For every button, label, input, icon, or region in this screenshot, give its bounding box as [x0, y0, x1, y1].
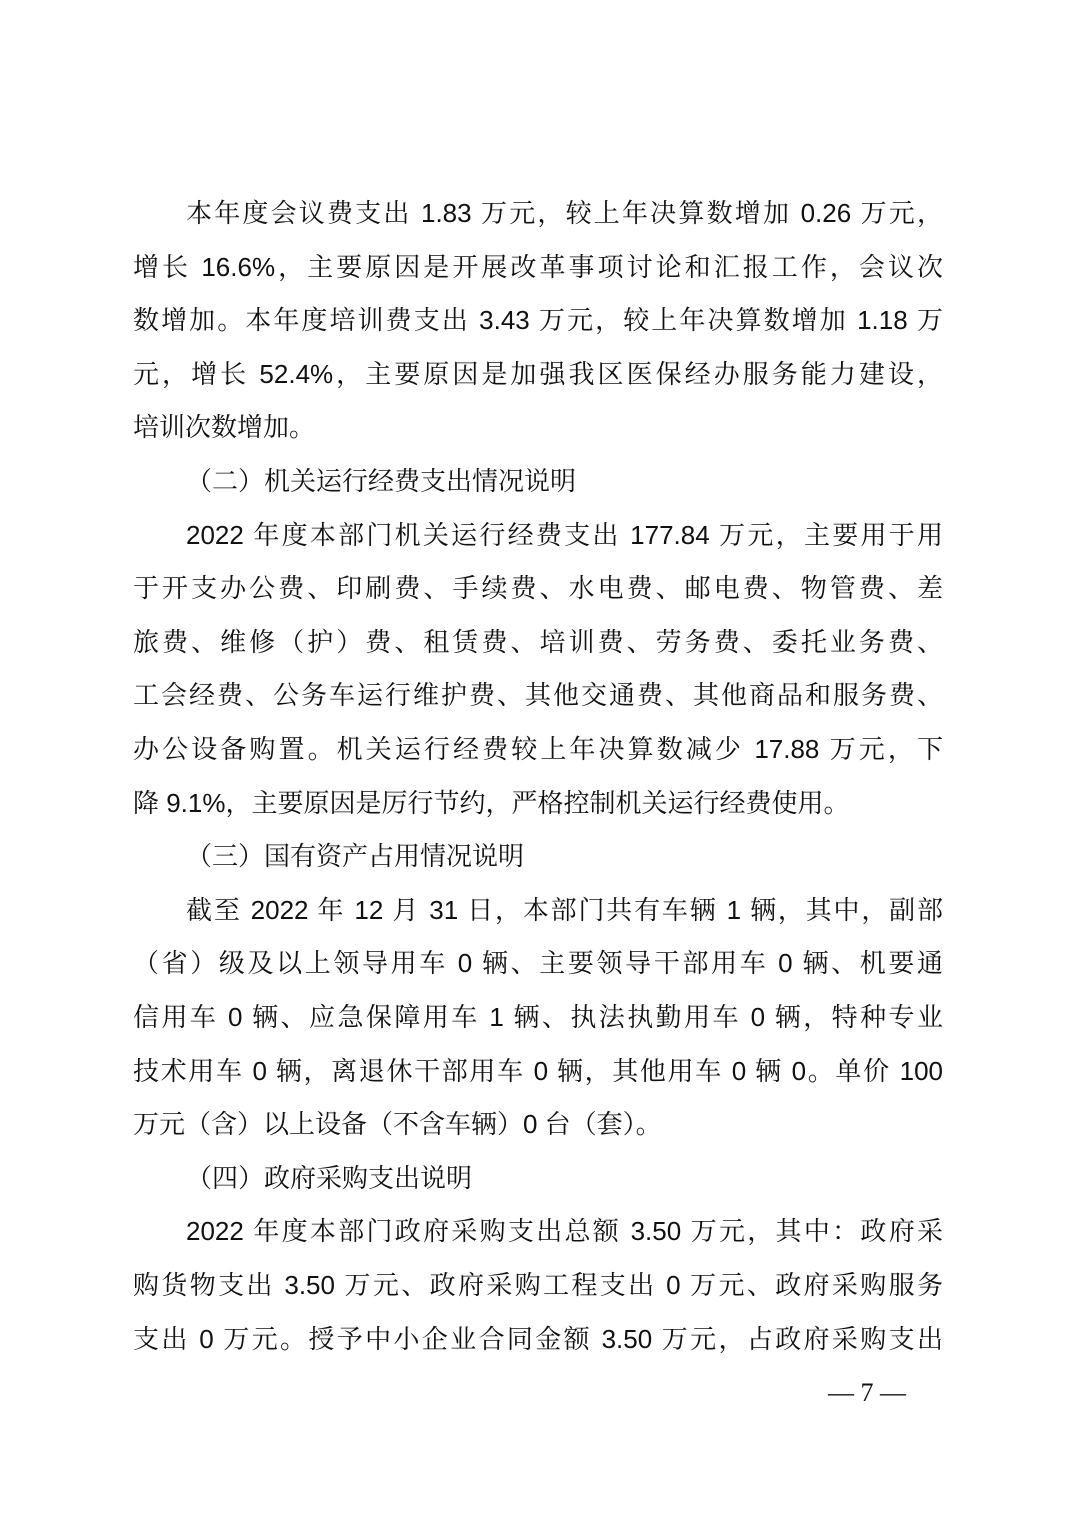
text-line: 办公设备购置。机关运行经费较上年决算数减少 17.88 万元，下 — [133, 734, 943, 764]
text-line: 2022 年度本部门机关运行经费支出 177.84 万元，主要用于用 — [186, 519, 943, 550]
text-line: 2022 年度本部门政府采购支出总额 3.50 万元，其中：政府采 — [186, 1216, 943, 1247]
text-line: 信用车 0 辆、应急保障用车 1 辆、执法执勤用车 0 辆，特种专业 — [133, 1002, 943, 1032]
text-line: 截至 2022 年 12 月 31 日，本部门共有车辆 1 辆，其中，副部 — [186, 894, 943, 925]
text-line: 旅费、维修（护）费、租赁费、培训费、劳务费、委托业务费、 — [133, 626, 943, 657]
page-number: — 7 — — [828, 1378, 906, 1407]
text-line: 元，增长 52.4%，主要原因是加强我区医保经办服务能力建设， — [133, 358, 943, 389]
section-heading: （四）政府采购支出说明 — [186, 1162, 473, 1193]
text-line: （省）级及以上领导用车 0 辆、主要领导干部用车 0 辆、机要通 — [133, 948, 943, 979]
section-heading: （二）机关运行经费支出情况说明 — [186, 466, 577, 496]
text-line: 万元（含）以上设备（不含车辆）0 台（套）。 — [133, 1109, 662, 1140]
text-line: 数增加。本年度培训费支出 3.43 万元，较上年决算数增加 1.18 万 — [133, 305, 943, 336]
text-line: 工会经费、公务车运行维护费、其他交通费、其他商品和服务费、 — [133, 680, 943, 711]
text-line: 技术用车 0 辆，离退休干部用车 0 辆，其他用车 0 辆 0。单价 100 — [133, 1055, 943, 1086]
text-line: 购货物支出 3.50 万元、政府采购工程支出 0 万元、政府采购服务 — [133, 1270, 943, 1300]
text-line: 增长 16.6%，主要原因是开展改革事项讨论和汇报工作，会议次 — [133, 251, 943, 282]
section-heading: （三）国有资产占用情况说明 — [186, 841, 525, 872]
text-line: 支出 0 万元。授予中小企业合同金额 3.50 万元，占政府采购支出 — [133, 1323, 943, 1354]
text-line: 降 9.1%，主要原因是厉行节约，严格控制机关运行经费使用。 — [133, 787, 850, 818]
text-line: 本年度会议费支出 1.83 万元，较上年决算数增加 0.26 万元， — [186, 198, 943, 228]
text-line: 于开支办公费、印刷费、手续费、水电费、邮电费、物管费、差 — [133, 573, 943, 604]
text-line: 培训次数增加。 — [133, 412, 316, 443]
